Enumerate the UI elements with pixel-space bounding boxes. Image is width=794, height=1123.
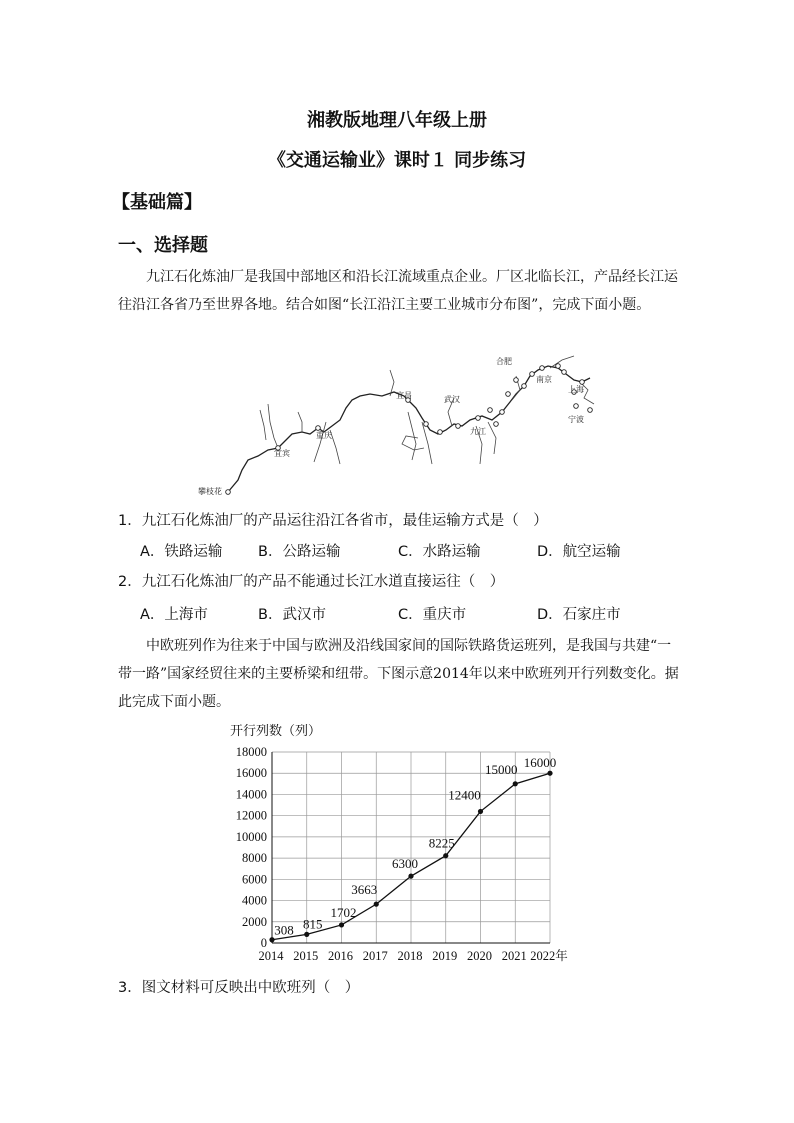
city-label-panzhihua: 攀枝花 — [198, 487, 222, 496]
data-point — [478, 809, 483, 814]
yangtze-city-map — [190, 352, 620, 502]
y-tick-label: 0 — [260, 936, 267, 950]
data-label: 815 — [303, 916, 323, 932]
y-tick-label: 16000 — [235, 766, 267, 781]
data-point — [443, 853, 448, 858]
city-label-chongqing: 重庆 — [316, 431, 332, 440]
y-tick-label: 6000 — [242, 872, 267, 887]
question-1-options — [0, 540, 794, 560]
y-tick-label: 18000 — [235, 745, 267, 759]
data-point — [513, 781, 518, 786]
question-2-options — [0, 603, 794, 623]
data-label: 8225 — [428, 835, 455, 851]
data-point — [304, 932, 309, 937]
y-axis-label: 开行列数（列） — [230, 724, 322, 739]
city-label-yibin: 宜宾 — [274, 449, 290, 458]
city-label-jiujiang: 九江 — [470, 427, 486, 436]
x-tick-label: 2016 — [328, 949, 353, 963]
yangtze-river — [228, 366, 590, 492]
y-tick-label: 4000 — [242, 893, 267, 908]
question-2: 2．九江石化炼油厂的产品不能通过长江水道直接运往（ ） — [118, 574, 505, 590]
data-point — [408, 874, 413, 879]
data-label: 308 — [274, 922, 294, 938]
data-point — [547, 771, 552, 776]
x-tick-label: 2015 — [293, 949, 319, 963]
y-tick-label: 14000 — [235, 787, 267, 802]
data-label: 15000 — [485, 761, 518, 777]
q2-option-d: D．石家庄市 — [537, 607, 621, 623]
question-1: 1．九江石化炼油厂的产品运往沿江各省市，最佳运输方式是（ ） — [118, 513, 548, 529]
q2-option-c: C．重庆市 — [398, 607, 467, 623]
q1-option-b: B．公路运输 — [258, 544, 341, 560]
x-tick-label: 2018 — [397, 949, 423, 963]
passage-1: 九江石化炼油厂是我国中部地区和沿长江流域重点企业。厂区北临长江，产品经长江运往沿江各省乃至世界各地。结合如图“长江沿江主要工业城市分布图”，完成下面小题。 — [118, 269, 678, 313]
x-tick-label: 2020 — [467, 949, 492, 963]
data-label: 1702 — [330, 904, 357, 920]
city-label-ningbo: 宁波 — [568, 415, 584, 424]
x-tick-label: 2014 — [258, 949, 284, 963]
city-label-wuhan: 武汉 — [444, 395, 460, 404]
data-point — [339, 922, 344, 927]
q1-option-c: C．水路运输 — [398, 544, 481, 560]
data-label: 16000 — [523, 755, 557, 771]
city-label-nanjing: 南京 — [536, 375, 552, 384]
x-tick-label: 2017 — [362, 949, 388, 963]
data-label: 3663 — [351, 882, 378, 898]
y-tick-label: 12000 — [235, 808, 267, 823]
q1-option-a: A．铁路运输 — [140, 544, 223, 560]
q1-option-d: D．航空运输 — [537, 544, 621, 560]
city-label-hefei: 合肥 — [496, 357, 512, 366]
data-label: 6300 — [392, 856, 418, 872]
city-label-shanghai: 上海 — [568, 385, 584, 394]
q2-option-b: B．武汉市 — [258, 607, 326, 623]
x-tick-label: 2022年 — [530, 949, 568, 963]
question-3: 3．图文材料可反映出中欧班列（ ） — [118, 980, 360, 996]
subsection-heading: 一、选择题 — [118, 235, 208, 256]
city-label-yichang: 宜昌 — [396, 391, 412, 400]
doc-title: 湘教版地理八年级上册 — [307, 110, 487, 131]
data-point — [374, 902, 379, 907]
q2-option-a: A．上海市 — [140, 607, 208, 623]
x-tick-label: 2019 — [432, 949, 458, 963]
data-label: 12400 — [448, 787, 481, 803]
x-tick-label: 2021 — [501, 949, 527, 963]
y-tick-label: 2000 — [242, 914, 267, 929]
y-tick-label: 8000 — [242, 851, 267, 866]
line-chart — [220, 718, 580, 968]
section-heading: 【基础篇】 — [112, 192, 202, 213]
data-point — [269, 937, 274, 942]
passage-2: 中欧班列作为往来于中国与欧洲及沿线国家间的国际铁路货运班列，是我国与共建“一带一路”国家经贸往来的主要桥梁和纽带。下图示意2014年以来中欧班列开行列数变化。据此完成下面小题。 — [118, 638, 679, 710]
doc-subtitle: 《交通运输业》课时１ 同步练习 — [267, 150, 527, 171]
y-tick-label: 10000 — [235, 829, 267, 844]
